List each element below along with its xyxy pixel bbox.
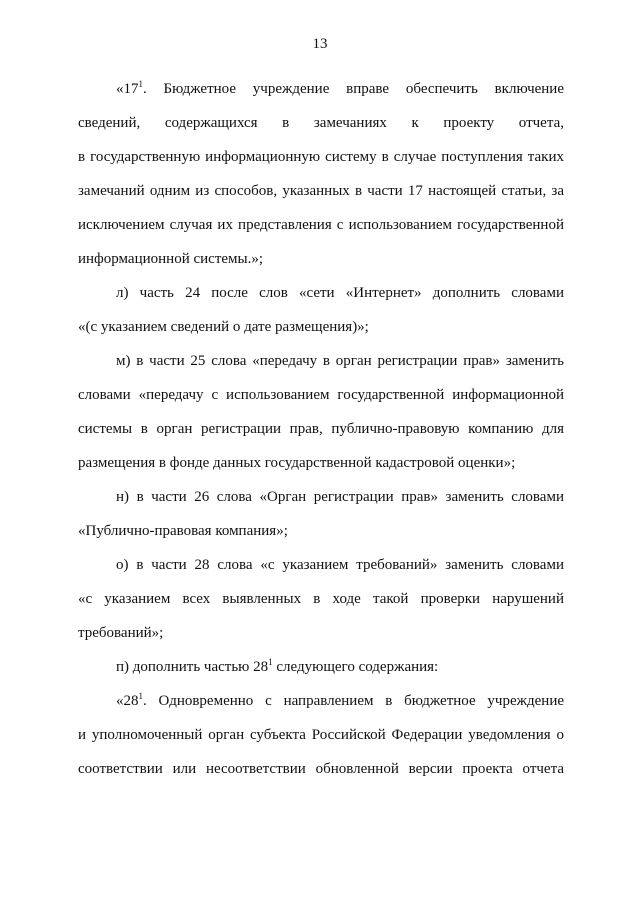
text-line: информационной системы.»; [78,251,264,267]
text-line: системы в орган регистрации прав, публично-правовую компанию для [78,421,564,437]
paragraph-28-1 [78,684,564,786]
superscript: 1 [138,79,143,89]
text-line: исключением случая их представления с использованием государственной [78,217,564,233]
paragraph-o [78,548,564,650]
text-fragment: «28 [116,693,139,709]
text-line: словами «передачу с использованием государственной информационной [78,387,564,403]
superscript: 1 [268,657,273,667]
text-line: м) в части 25 слова «передачу в орган регистрации прав» заменить [116,353,564,369]
text-line: сведений, содержащихся в замечаниях к проекту отчета, [78,115,564,131]
text-line: и уполномоченный орган субъекта Российской Федерации уведомления о [78,727,564,743]
text-fragment: . Бюджетное учреждение вправе обеспечить включение [143,81,564,97]
text-fragment: п) дополнить частью 28 [116,659,269,675]
paragraph-l [78,276,564,344]
text-line: соответствии или несоответствии обновленной версии проекта отчета [78,761,564,777]
paragraph-m [78,344,564,480]
text-line: в государственную информационную систему в случае поступления таких [78,149,564,165]
text-line: л) часть 24 после слов «сети «Интернет» дополнить словами [116,285,564,301]
text-fragment: следующего содержания: [272,659,439,675]
text-line: «Публично-правовая компания»; [78,523,288,539]
text-line [78,72,564,106]
text-line: «с указанием всех выявленных в ходе такой проверки нарушений [78,591,564,607]
text-line: н) в части 26 слова «Орган регистрации прав» заменить словами [116,489,564,505]
paragraph-n [78,480,564,548]
text-fragment: «17 [116,81,139,97]
text-line: «(с указанием сведений о дате размещения)»; [78,319,369,335]
page-number: 13 [312,36,328,52]
text-fragment: . Одновременно с направлением в бюджетное учреждение [143,693,564,709]
text-line: о) в части 28 слова «с указанием требований» заменить словами [116,557,564,573]
paragraph-p [78,650,564,684]
paragraph-17-1 [78,72,564,276]
superscript: 1 [138,691,143,701]
text-line [78,684,564,718]
text-line: размещения в фонде данных государственной кадастровой оценки»; [78,455,516,471]
text-line [78,650,564,684]
text-line: требований»; [78,625,164,641]
document-body [78,72,564,786]
text-line: замечаний одним из способов, указанных в части 17 настоящей статьи, за [78,183,564,199]
